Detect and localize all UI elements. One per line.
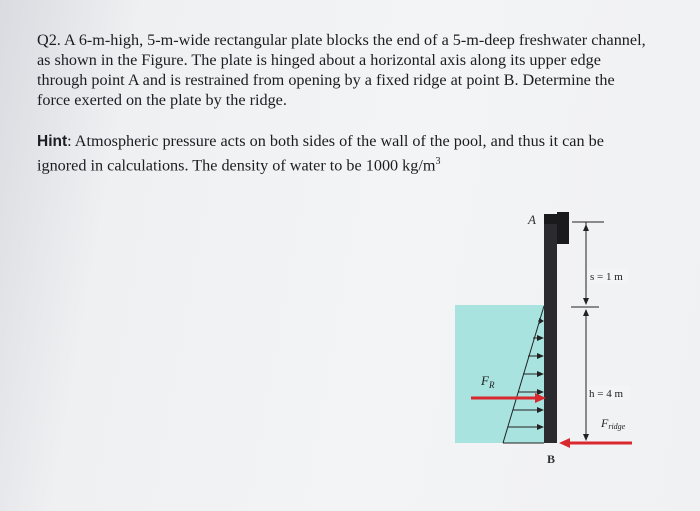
fridge-label: Fridge — [601, 416, 626, 431]
dimension-lines — [571, 222, 604, 438]
plate — [544, 222, 557, 443]
s-dimension-label: s = 1 m — [590, 271, 623, 283]
question-line-1: Q2. A 6-m-high, 5-m-wide rectangular plate blocks the end of a 5-m-deep freshwater channel, — [37, 31, 646, 49]
point-a-label: A — [528, 212, 536, 227]
hint-body-2: ignored in calculations. The density of water to be 1000 kg/m — [37, 156, 436, 175]
ridge-force-arrowhead — [559, 438, 570, 448]
point-b-label: B — [547, 452, 556, 466]
hint-superscript: 3 — [435, 156, 441, 167]
hint-body-1: : Atmospheric pressure acts on both sides of the wall of the pool, and thus it can be — [67, 132, 604, 150]
hint-label: Hint — [37, 133, 68, 150]
h-dimension-label: h = 4 m — [589, 388, 624, 400]
hinge-cap — [544, 214, 557, 224]
question-line-4: force exerted on the plate by the ridge. — [37, 91, 287, 109]
question-line-3: through point A and is restrained from opening by a fixed ridge at point B. Determine the — [37, 71, 615, 89]
question-line-2: as shown in the Figure. The plate is hinged about a horizontal axis along its upper edge — [37, 51, 601, 69]
hinge-a — [557, 212, 569, 244]
fr-label: $F_R$ — [481, 373, 495, 390]
